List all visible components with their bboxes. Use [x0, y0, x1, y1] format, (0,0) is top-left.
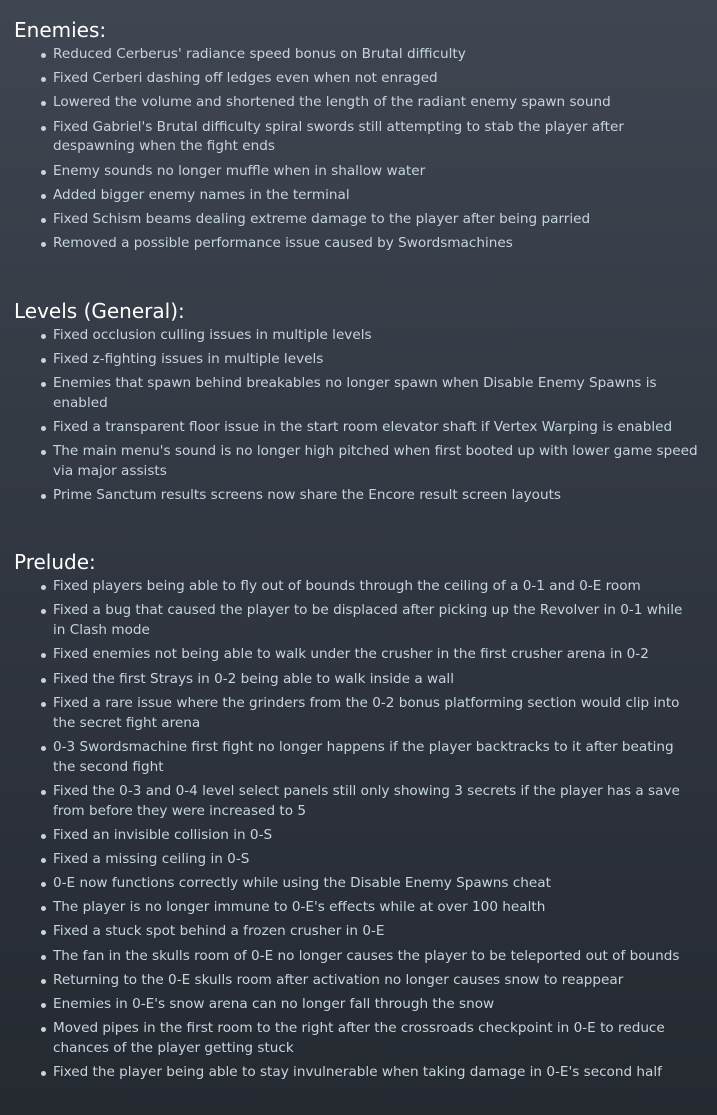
- list-item: Enemies in 0-E's snow arena can no longer fall through the snow: [53, 995, 703, 1015]
- list-item: Fixed a rare issue where the grinders from the 0-2 bonus platforming section would clip into the secret fight arena: [53, 694, 703, 734]
- list-item: Fixed occlusion culling issues in multiple levels: [53, 326, 703, 346]
- list-item: Lowered the volume and shortened the length of the radiant enemy spawn sound: [53, 93, 703, 113]
- list-item: Fixed a bug that caused the player to be displaced after picking up the Revolver in 0-1 while in Clash mode: [53, 601, 703, 641]
- section-enemies: [14, 15, 703, 254]
- section-title-levels-general: Levels (General):: [14, 298, 185, 323]
- list-item: Added bigger enemy names in the terminal: [53, 186, 703, 206]
- list-item: Reduced Cerberus' radiance speed bonus on Brutal difficulty: [53, 45, 703, 65]
- list-item: Prime Sanctum results screens now share the Encore result screen layouts: [53, 486, 703, 506]
- list-item: Fixed the first Strays in 0-2 being able to walk inside a wall: [53, 670, 703, 690]
- list-item: Returning to the 0-E skulls room after activation no longer causes snow to reappear: [53, 971, 703, 991]
- section-levels-general: [14, 296, 703, 506]
- list-item: Fixed players being able to fly out of bounds through the ceiling of a 0-1 and 0-E room: [53, 577, 703, 597]
- list-item: Fixed the player being able to stay invulnerable when taking damage in 0-E's second half: [53, 1063, 703, 1083]
- list-item: Fixed a transparent floor issue in the start room elevator shaft if Vertex Warping is enabled: [53, 418, 703, 438]
- list-item: Fixed the 0-3 and 0-4 level select panels still only showing 3 secrets if the player has a save from before they were increased to 5: [53, 782, 703, 822]
- list-item: Fixed Schism beams dealing extreme damage to the player after being parried: [53, 210, 703, 230]
- list-item: Fixed an invisible collision in 0-S: [53, 826, 703, 846]
- list-item: Enemy sounds no longer muffle when in shallow water: [53, 162, 703, 182]
- list-item: Fixed Cerberi dashing off ledges even when not enraged: [53, 69, 703, 89]
- enemies-list: [14, 45, 703, 254]
- levels-general-list: [14, 326, 703, 506]
- list-item: The main menu's sound is no longer high pitched when first booted up with lower game speed via major assists: [53, 442, 703, 482]
- list-item: Moved pipes in the first room to the right after the crossroads checkpoint in 0-E to reduce chances of the player getting stuck: [53, 1019, 703, 1059]
- list-item: The fan in the skulls room of 0-E no longer causes the player to be teleported out of bounds: [53, 947, 703, 967]
- list-item: Fixed enemies not being able to walk under the crusher in the first crusher arena in 0-2: [53, 645, 703, 665]
- prelude-list: [14, 577, 703, 1083]
- section-title-prelude: Prelude:: [14, 550, 96, 575]
- list-item: 0-3 Swordsmachine first fight no longer happens if the player backtracks to it after beating the second fight: [53, 738, 703, 778]
- list-item: Fixed z-fighting issues in multiple levels: [53, 350, 703, 370]
- list-item: Fixed a missing ceiling in 0-S: [53, 850, 703, 870]
- list-item: 0-E now functions correctly while using the Disable Enemy Spawns cheat: [53, 874, 703, 894]
- list-item: The player is no longer immune to 0-E's effects while at over 100 health: [53, 898, 703, 918]
- list-item: Fixed Gabriel's Brutal difficulty spiral swords still attempting to stab the player after despawning when the fight ends: [53, 118, 703, 158]
- section-prelude: [14, 547, 703, 1083]
- section-title-enemies: Enemies:: [14, 18, 107, 42]
- list-item: Removed a possible performance issue caused by Swordsmachines: [53, 234, 703, 254]
- list-item: Enemies that spawn behind breakables no longer spawn when Disable Enemy Spawns is enabled: [53, 374, 703, 414]
- list-item: Fixed a stuck spot behind a frozen crusher in 0-E: [53, 922, 703, 942]
